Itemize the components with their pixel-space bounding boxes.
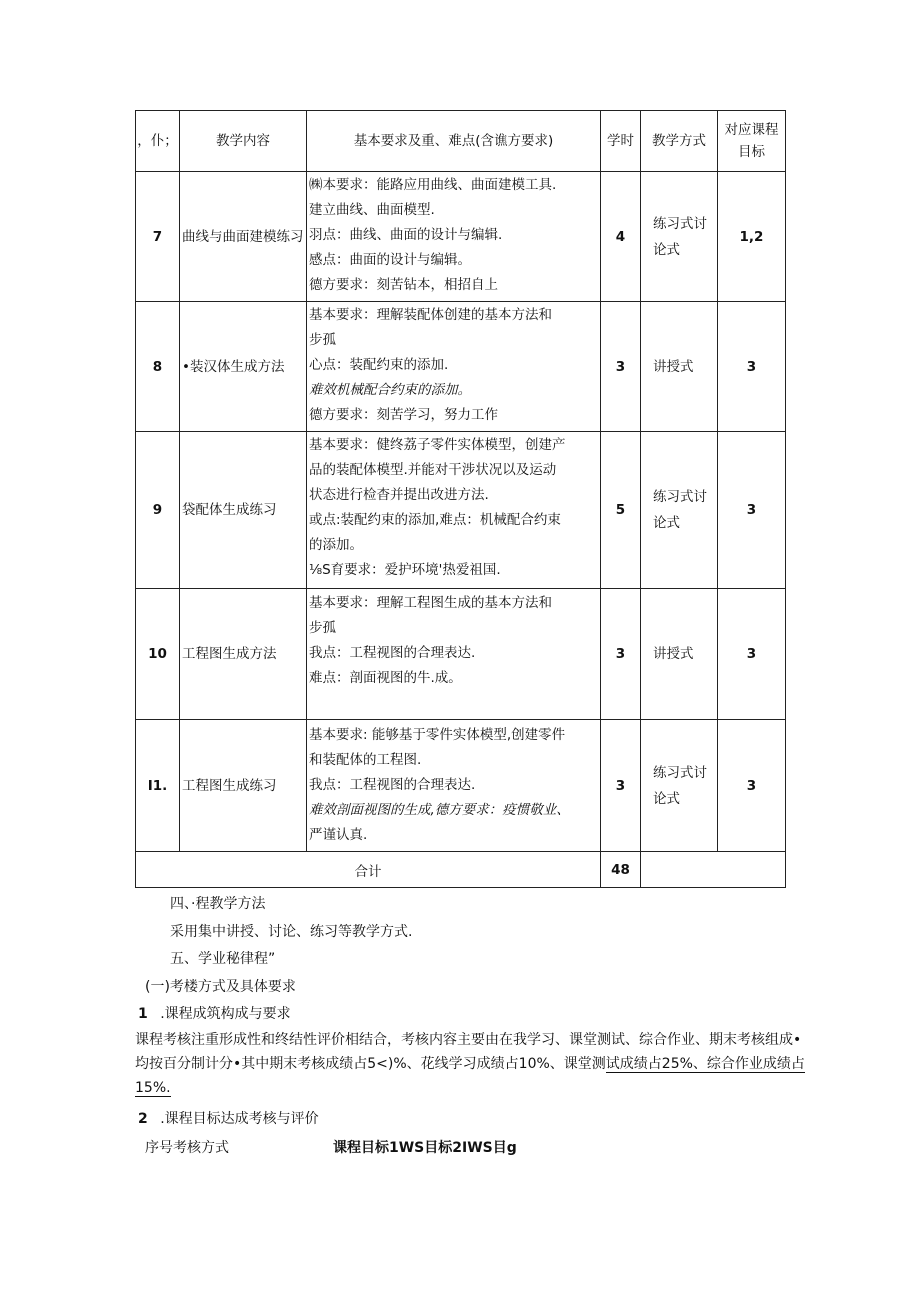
header-content: 教学内容 — [180, 111, 307, 172]
requirement-line: ㈱本要求：能路应用曲线、曲面建模工具. — [309, 176, 557, 193]
requirement-line: 基本要求：理解工程图生成的基本方法和 — [309, 595, 552, 611]
requirement-line: 品的装配体模型.并能对干涉状况以及运动 — [309, 461, 557, 478]
requirement-line: 和装配体的工程图. — [309, 751, 422, 768]
row-number: I1. — [136, 720, 180, 852]
table-row — [136, 172, 786, 302]
assessment-text-a: 课程考核注重形成性和终结性评价相结合，考核内容主要由在我学习、课堂测试、综合作业、期末考核组成•均按百分制计分•其中期末考核成绩占 — [135, 1032, 802, 1072]
item-1-title: .课程成筑构成与要求 — [160, 1006, 291, 1022]
item-2-number: 2 — [138, 1111, 148, 1127]
row-goal: 3 — [718, 589, 786, 720]
section-4-text: 采用集中讲授、讨论、练习等教学方式. — [170, 924, 413, 940]
total-label: 合计 — [136, 852, 601, 888]
requirement-line: 我点：工程视图的合理表达. — [309, 645, 476, 661]
table-total-row — [136, 852, 786, 888]
header-number: ，仆； — [136, 111, 180, 172]
requirement-line: 我点：工程视图的合理表达. — [309, 776, 476, 793]
requirement-line: 德方要求：刻苦学习，努力工作 — [309, 406, 498, 423]
requirement-line: 感点：曲面的设计与编辑。 — [309, 251, 471, 268]
assessment-text-c: 试成绩占25%、综合作业成绩占15%. — [135, 1056, 805, 1096]
row-requirements — [307, 432, 601, 589]
item-2-title: .课程目标达成考核与评价 — [160, 1111, 319, 1127]
row-method: 练习式讨论式 — [641, 720, 718, 852]
requirement-line: 严谨认真. — [309, 826, 368, 843]
section-5-subtitle: (一)考楼方式及具体要求 — [145, 979, 296, 995]
row-requirements — [307, 589, 601, 720]
total-empty-cell — [641, 852, 786, 888]
total-hours: 48 — [601, 852, 641, 888]
requirement-line: 建立曲线、曲面模型. — [309, 201, 435, 218]
requirement-line: 德方要求：刻苦钻本，相招自上 — [309, 276, 498, 293]
row-content: •装汉体生成方法 — [180, 302, 307, 432]
row-hours: 3 — [601, 302, 641, 432]
section-4-title: 四、·程教学方法 — [170, 896, 266, 912]
row-goal: 3 — [718, 720, 786, 852]
row-content: 工程图生成练习 — [180, 720, 307, 852]
row-goal: 1,2 — [718, 172, 786, 302]
row-requirements — [307, 720, 601, 852]
row-hours: 4 — [601, 172, 641, 302]
item-1-heading — [138, 1003, 291, 1023]
requirement-line: 的添加。 — [309, 536, 363, 553]
requirement-line: 羽点：曲线、曲面的设计与编辑. — [309, 226, 503, 243]
row-requirements — [307, 302, 601, 432]
assessment-paragraph — [135, 1028, 815, 1100]
eval-table-col2: 课程目标1WS目标2IWS目g — [333, 1140, 517, 1156]
row-method: 讲授式 — [641, 302, 718, 432]
course-schedule-table — [135, 110, 786, 888]
header-requirements: 基本要求及重、难点(含谯方要求) — [307, 111, 601, 172]
row-goal: 3 — [718, 432, 786, 589]
row-number: 9 — [136, 432, 180, 589]
row-method: 练习式讨论式 — [641, 172, 718, 302]
requirement-line: 基本要求：健终荔子零件实体模型，创建产 — [309, 436, 566, 453]
item-1-number: 1 — [138, 1006, 148, 1022]
item-2-heading — [138, 1108, 319, 1128]
table-row — [136, 302, 786, 432]
row-content: 工程图生成方法 — [180, 589, 307, 720]
row-number: 8 — [136, 302, 180, 432]
header-method: 教学方式 — [641, 111, 718, 172]
row-number: 7 — [136, 172, 180, 302]
section-5-title: 五、学业秘律程” — [170, 951, 276, 967]
row-goal: 3 — [718, 302, 786, 432]
table-row — [136, 432, 786, 589]
requirement-line: 状态进行检杳并提出改进方法. — [309, 486, 489, 503]
requirement-line: 步孤 — [309, 331, 336, 348]
eval-table-col1: 序号考核方式 — [145, 1140, 229, 1156]
table-row — [136, 720, 786, 852]
requirement-line: 心点：装配约束的添加. — [309, 356, 449, 373]
row-content: 袋配体生成练习 — [180, 432, 307, 589]
requirement-line: 基本要求：理解装配体创建的基本方法和 — [309, 306, 552, 323]
requirement-line: ⅛S育要求：爱护环境'热爱祖国. — [309, 561, 501, 578]
row-hours: 3 — [601, 589, 641, 720]
requirement-line: 难点：剖面视图的牛.成。 — [309, 670, 462, 686]
table-header-row — [136, 111, 786, 172]
row-number: 10 — [136, 589, 180, 720]
header-goal: 对应课程目标 — [718, 111, 786, 172]
requirement-line: 难效剖面视图的生成,德方要求：疫惯敬业、 — [309, 801, 570, 818]
row-requirements — [307, 172, 601, 302]
header-hours: 学时 — [601, 111, 641, 172]
requirement-line: 难效机械配合约束的添加。 — [309, 381, 471, 398]
row-hours: 3 — [601, 720, 641, 852]
row-content: 曲线与曲面建模练习 — [180, 172, 307, 302]
assessment-text-b: 5<)%、花线学习成绩占10%、课堂测 — [367, 1056, 606, 1072]
requirement-line: 步孤 — [309, 620, 336, 636]
requirement-line: 或点:装配约束的添加,难点：机械配合约束 — [309, 511, 561, 528]
row-method: 练习式讨论式 — [641, 432, 718, 589]
table-row — [136, 589, 786, 720]
row-hours: 5 — [601, 432, 641, 589]
row-method: 讲授式 — [641, 589, 718, 720]
requirement-line: 基本要求: 能够基于零件实体模型,创建零件 — [309, 726, 566, 743]
